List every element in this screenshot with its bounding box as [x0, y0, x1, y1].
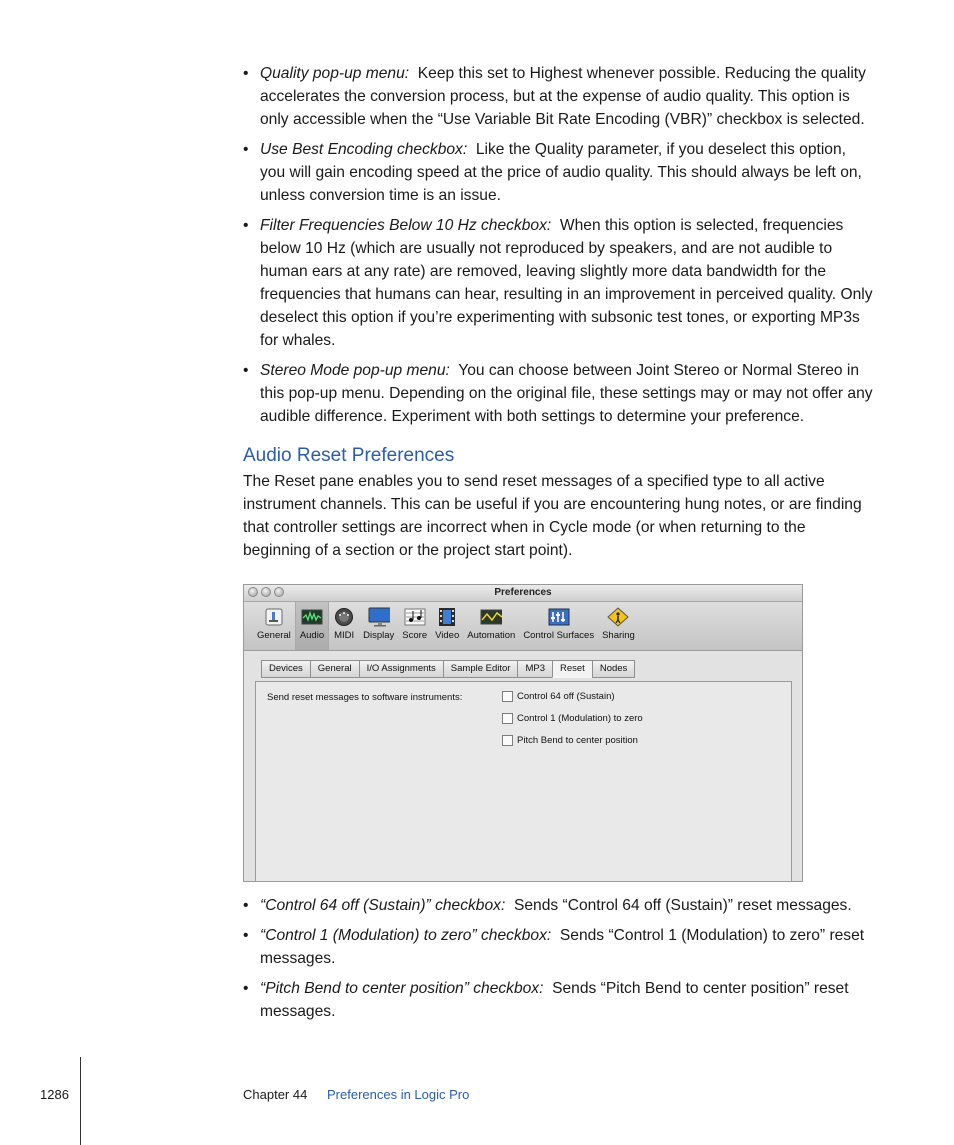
bullet-item: • “Control 64 off (Sustain)” checkbox: Sends “Control 64 off (Sustain)” reset messages. — [243, 897, 852, 914]
toolbar-label: Display — [363, 630, 395, 641]
bullet-text: Like the Quality parameter, if you deselect this option, you will gain encoding speed at the price of audio quality. This should always be left on, unless conversion time is an issue. — [260, 141, 862, 204]
checkbox-label: Pitch Bend to center position — [517, 735, 638, 746]
footer-chapter: Chapter 44 — [243, 1087, 308, 1102]
tab-sample-editor[interactable]: Sample Editor — [443, 660, 518, 678]
bullet-term: Quality pop-up menu: — [260, 65, 410, 82]
window-titlebar — [244, 585, 802, 602]
tab-io-assignments[interactable]: I/O Assignments — [359, 660, 443, 678]
bullet-term: Filter Frequencies Below 10 Hz checkbox: — [260, 217, 552, 234]
toolbar-general[interactable] — [253, 602, 295, 650]
tab-general[interactable]: General — [310, 660, 359, 678]
general-icon — [263, 607, 285, 627]
toolbar-automation[interactable] — [463, 602, 519, 650]
tab-mp3[interactable]: MP3 — [517, 660, 552, 678]
page-number: 1286 — [40, 1087, 69, 1102]
toolbar-audio[interactable] — [295, 602, 329, 650]
toolbar-midi[interactable] — [329, 602, 359, 650]
bullet-item: • Filter Frequencies Below 10 Hz checkbox: When this option is selected, frequencies below 10 Hz (which are usually not reproduced by speakers, and are not audible to human ears at any rate) are removed, leaving slightly more data bandwidth for the frequencies that humans can hear, resulting in an improvement in perceived quality. Only deselect this option if you’re experimenting with subsonic test tones, or exporting MP3s for whales. — [243, 217, 873, 349]
preferences-window — [243, 584, 803, 882]
automation-icon — [480, 607, 502, 627]
preferences-tabs — [261, 660, 635, 678]
pitch-bend-row[interactable] — [502, 735, 638, 746]
control-64-row[interactable] — [502, 691, 615, 702]
toolbar-control-surfaces[interactable] — [519, 602, 598, 650]
reset-panel — [255, 681, 792, 882]
toolbar-label: Control Surfaces — [523, 630, 595, 641]
tab-devices[interactable]: Devices — [261, 660, 310, 678]
toolbar-display[interactable] — [359, 602, 398, 650]
footer-chapter-title: Preferences in Logic Pro — [327, 1087, 470, 1102]
checkbox-label: Control 64 off (Sustain) — [517, 691, 615, 702]
toolbar-label: Audio — [299, 630, 325, 641]
section-paragraph: The Reset pane enables you to send reset messages of a specified type to all active instrument channels. This can be useful if you are encountering hung notes, or are finding that controller settings are incorrect when in Cycle mode (or when returning to the beginning of a section or the project start point). — [243, 473, 862, 559]
bullet-text: When this option is selected, frequencies below 10 Hz (which are usually not reproduced by speakers, and are not audible to human ears at any rate) are removed, leaving slightly more data bandwidth for the frequencies that humans can hear, resulting in an improvement in perceived quality. Only deselect this option if you’re experimenting with subsonic test tones, or exporting MP3s for whales. — [260, 217, 873, 349]
bullet-item: • “Control 1 (Modulation) to zero” checkbox: Sends “Control 1 (Modulation) to zero” reset messages. — [243, 927, 865, 967]
toolbar-label: Sharing — [602, 630, 635, 641]
audio-icon — [301, 607, 323, 627]
bullet-text: You can choose between Joint Stereo or Normal Stereo in this pop-up menu. Depending on the original file, these settings may or may not offer any audible difference. Experiment with both settings to determine your preference. — [260, 362, 873, 425]
display-icon — [368, 607, 390, 627]
bullet-item: • Use Best Encoding checkbox: Like the Quality parameter, if you deselect this option, you will gain encoding speed at the price of audio quality. This should always be left on, unless conversion time is an issue. — [243, 141, 862, 204]
bullet-list-bottom — [243, 894, 875, 1030]
toolbar-video[interactable] — [431, 602, 463, 650]
bullet-text: Sends “Pitch Bend to center position” reset messages. — [260, 980, 849, 1020]
midi-icon — [333, 607, 355, 627]
footer-divider — [80, 1057, 81, 1145]
bullet-text: Sends “Control 64 off (Sustain)” reset messages. — [513, 897, 852, 914]
toolbar-sharing[interactable] — [598, 602, 639, 650]
window-title: Preferences — [494, 587, 552, 598]
bullet-term: “Control 64 off (Sustain)” checkbox: — [260, 897, 506, 914]
bullet-text: Keep this set to Highest whenever possible. Reducing the quality accelerates the conversion process, but at the expense of audio quality. This option is only accessible when the “Use Variable Bit Rate Encoding (VBR)” checkbox is selected. — [260, 65, 866, 128]
sharing-icon — [607, 607, 629, 627]
bullet-item: • Quality pop-up menu: Keep this set to Highest whenever possible. Reducing the quality accelerates the conversion process, but at the expense of audio quality. This option is only accessible when the “Use Variable Bit Rate Encoding (VBR)” checkbox is selected. — [243, 65, 866, 128]
bullet-item: • Stereo Mode pop-up menu: You can choose between Joint Stereo or Normal Stereo in this pop-up menu. Depending on the original file, these settings may or may not offer any audible difference. Experiment with both settings to determine your preference. — [243, 362, 873, 425]
score-icon — [404, 607, 426, 627]
control-1-row[interactable] — [502, 713, 643, 724]
control-64-checkbox[interactable] — [502, 691, 513, 702]
control-surfaces-icon — [548, 607, 570, 627]
toolbar-label: Automation — [467, 630, 516, 641]
send-reset-label: Send reset messages to software instruments: — [267, 692, 463, 703]
bullet-text: Sends “Control 1 (Modulation) to zero” reset messages. — [260, 927, 865, 967]
bullet-term: “Control 1 (Modulation) to zero” checkbox: — [260, 927, 552, 944]
preferences-toolbar — [244, 602, 802, 651]
toolbar-label: MIDI — [334, 630, 355, 641]
tab-reset[interactable]: Reset — [552, 660, 592, 678]
toolbar-score[interactable] — [398, 602, 431, 650]
tab-nodes[interactable]: Nodes — [592, 660, 635, 678]
pitch-bend-checkbox[interactable] — [502, 735, 513, 746]
bullet-term: Stereo Mode pop-up menu: — [260, 362, 450, 379]
bullet-term: “Pitch Bend to center position” checkbox: — [260, 980, 544, 997]
control-1-checkbox[interactable] — [502, 713, 513, 724]
toolbar-label: Score — [402, 630, 428, 641]
bullet-term: Use Best Encoding checkbox: — [260, 141, 468, 158]
bullet-item: • “Pitch Bend to center position” checkbox: Sends “Pitch Bend to center position” reset messages. — [243, 980, 849, 1020]
checkbox-label: Control 1 (Modulation) to zero — [517, 713, 643, 724]
bullet-list-top — [243, 62, 875, 435]
section-heading: Audio Reset Preferences — [243, 445, 455, 466]
toolbar-label: Video — [435, 630, 460, 641]
toolbar-label: General — [257, 630, 291, 641]
video-icon — [436, 607, 458, 627]
